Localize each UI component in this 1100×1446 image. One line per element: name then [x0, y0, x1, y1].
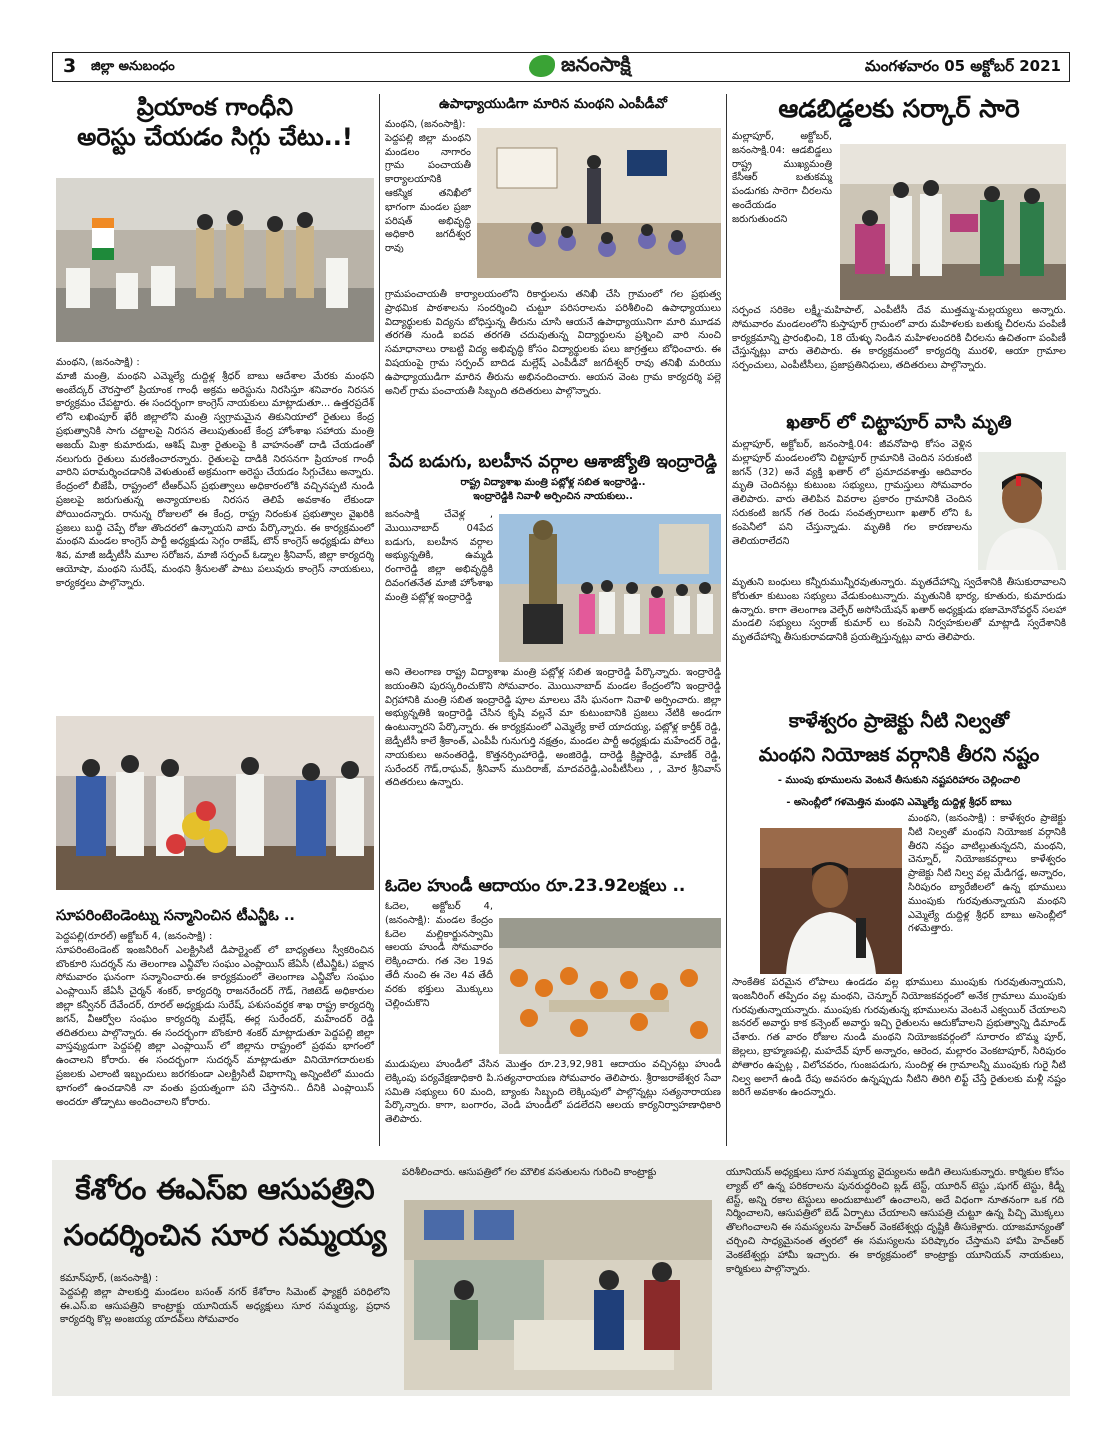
- article-saree-body: సర్పంచ సరికెల లక్ష్మీ-మహిపాల్, ఎంపీటీసీ దేవ ముత్తమ్మ-మల్లయ్యలు అన్నారు. సోమవారం మండలంలోని కుస్తాపూర్ గ్రామంలో వారు మహిళలకు బతుక్మ చీరలను పంపిణీ కార్యక్రమాన్ని ప్రారంభించి, 18 యేళ్ళు నిండిన మహిళలందరికి చీరలను ఉచితంగా పంపిణీ చేస్తున్నట్లు వారు తెలిపారు. ఈ కార్యక్రమంలో కార్యదర్శి మురళి, ఆయా గ్రామాల సర్పంచులు, ఎంపీటీసీలు, ప్రజాప్రతినిధులు, తదితరులు పాల్గొన్నారు.: [732, 305, 1066, 372]
- photo-saree-distribution: [840, 144, 1066, 300]
- subheadline: ఇంద్రారెడ్డికి నివాళీ అర్పించిన నాయకులు..: [473, 491, 633, 502]
- photo-statue: [499, 514, 721, 662]
- section-title: జిల్లా అనుబంధం: [91, 59, 175, 74]
- dateline: మంథని, (జనంసాక్షి):: [385, 119, 466, 130]
- article-priyanka: [56, 356, 374, 591]
- column-divider: [726, 94, 727, 1146]
- headline-superintendent: సూపరింటెండెంట్ను సన్మానించిన టీఎన్జీఓ ..: [56, 908, 295, 924]
- leaf-logo-icon: [529, 55, 555, 77]
- headline-priyanka: [56, 92, 374, 152]
- article-body: పెద్దపల్లి జిల్లా పాలకుర్తి మండలం బసంత్ నగర్ కేశోరాం సిమెంట్ ఫ్యాక్టరీ పరిధిలోని ఈ.ఎస్.ఐ ఆసుపత్రిని కాంట్రాక్టు యూనియన్ అధ్యక్షులు సూర సమ్మయ్య, ప్రధాన కార్యదర్శి కొల్ల అంజయ్య యాదవ్‌లు సోమవారం: [60, 1286, 390, 1326]
- issue-date: మంగళవారం 05 అక్టోబర్ 2021: [864, 57, 1061, 75]
- headline-odela: ఓదెల హుండీ ఆదాయం రూ.23.92లక్షలు ..: [385, 876, 686, 896]
- article-intro: పెద్దపల్లి జిల్లా మంథని మండలం నాగారం గ్రామ పంచాయతీ కార్యాలయానికి ఆకస్మిక తనిఖీలో భాగంగా మండల ప్రజా పరిషత్ అభివృద్ధి అధికారి జగదీశ్వర రావు: [385, 132, 471, 255]
- subheadline: - ముంపు భూములను వెంటనే తీసుకుని నష్టపరిహారం చెల్లించాలి: [777, 775, 1021, 786]
- article-superintendent: [56, 930, 374, 1109]
- article-qatar-body: మృతుని బంధులు కన్నీరుమున్నీరవుతున్నారు. మృతదేహాన్ని స్వదేశానికి తీసుకురావాలని కోరుతూ కుటుంబ సభ్యులు వేడుకుంటున్నారు. మృతునికి భార్య, కూతురు, కుమారుడు ఉన్నారు. కాగా తెలంగాణ వెల్ఫేర్ అసోసియేషన్ ఖతార్ అధ్యక్షుడు భజామోనోవర్థన్ సలహా మండలి సభ్యులు స్వరాజ్ కుమార్ లు కంపెనీ నిర్వహకులతో మాట్లాడి స్వదేశానికి మృతదేహాన్ని తీసుకురావడానికి ప్రయత్నిస్తున్నట్లు వారు తెలిపారు.: [732, 577, 1066, 644]
- headline-line: సందర్శించిన సూర సమ్మయ్య: [63, 1218, 387, 1252]
- masthead-name: జనంసాక్షి: [561, 51, 631, 76]
- article-saree-intro: మల్లాపూర్, అక్టోబర్, జనంసాక్షి.04: ఆడబిడ్డలు రాష్ట్ర ముఖ్యమంత్రి కేసీఆర్ బతుకమ్మ పండుగకు సారెగా చీరలను అందేయడం జరుగుతుందని: [732, 131, 832, 225]
- photo-felicitation: [56, 716, 374, 890]
- article-esi-mid: పరిశీలించారు. ఆసుపత్రిలో గల మౌలిక వసతులను గురించి కాంట్రాక్టు: [402, 1167, 657, 1178]
- headline-indrareddy: పేద బడుగు, బలహీన వర్గాల ఆశాజ్యోతి ఇంద్రారెడ్డి: [389, 452, 717, 472]
- article-odela-body: ముడుపులు హుండీలో వేసిన మొత్తం రూ.23,92,981 ఆదాయం వచ్చినట్లు హుండీ లెక్కింపు పర్యవేక్షణాధికారి పి.సత్యనారాయణ సోమవారం తెలిపారు. శ్రీరాజరాజేశ్వర సేవా సమితి సభ్యులు 60 మంది, బ్యాంకు సిబ్బంది లెక్కింపులో పాల్గొన్నట్లు సత్యనారాయణ పేర్కొన్నారు. కాగా, బంగారం, వెండి హుండీలో పడలేదని ఆలయ కార్యనిర్వాహణాధికారి తెలిపారు.: [385, 1059, 721, 1126]
- column-divider: [379, 94, 380, 1146]
- headline-line: ప్రియాంక గాంధీని: [136, 93, 294, 121]
- article-mpdo-intro: [385, 118, 471, 256]
- photo-mla-assembly: [760, 828, 902, 974]
- page-header: [52, 52, 1070, 82]
- dateline: మంథని, (జనంసాక్షి) :: [56, 357, 140, 368]
- bottom-feature-box: [52, 1160, 1070, 1396]
- article-esi-right: యూనియన్ అధ్యక్షులు సూర సమ్మయ్య వైద్యులను అడిగి తెలుసుకున్నారు. కార్మికుల కోసం ల్యాబ్ లో ఉన్న పరికరాలను పునరుద్ధరించి బ్లడ్ టెస్ట్, యూరిన్ టెస్టు ,షుగర్ టెస్టు, కిడ్నీ టెస్ట్, అన్ని రకాల టెస్టులు అందుబాటులో ఉంచాలని, అదే విధంగా నూతనంగా ఒక గది నిర్మించాలని, ఆసుపత్రిలో బెడ్ ఏర్పాటు చేయాలని ఆసుపత్రి చుట్టూ ఉన్న పిచ్చి మొక్కలు తొలగించాలని ఈ సమస్యలను హెచ్ఆర్ వెంకటేశ్వర్లు దృష్టికి తీసుకెళ్లారు. యాజమాన్యంతో చర్చించి సాధ్యమైనంత త్వరలో ఈ సమస్యలను పరిష్కారం చేస్తామని హామీ హెచ్ఆర్ వెంకటేశ్వర్లు హామీ ఇచ్చారు. ఈ కార్యక్రమంలో కాంట్రాక్టు యూనియన్ నాయకులు, కార్మికులు పాల్గొన్నారు.: [726, 1167, 1064, 1275]
- article-kaleshwaram-intro: మంథని, (జనంసాక్షి) : కాళేశ్వరం ప్రాజెక్టు నీటి నిల్వతో మంథని నియోజక వర్గానికి తీరని నష్టం వాటిల్లుతున్నదని, మంథని, చెన్నూర్, నియోజకవర్గాలు కాళేశ్వరం ప్రాజెక్టు నీటి నిల్వ వల్ల మేడిగడ్డ, అన్నారం, సిరిపురం బ్యారేజీలలో ఉన్న భూములు ముంపుకు గురవుతున్నాయని మంథని ఎమ్మెల్యే దుద్దిళ్ల శ్రీధర్ బాబు అసెంబ్లీలో గళమెత్తారు.: [908, 813, 1066, 935]
- dateline: కమాన్‌పూర్, (జనంసాక్షి) :: [60, 1273, 159, 1284]
- subheadline: - అసెంబ్లీలో గళమెత్తిన మంథని ఎమ్మెల్యే దుద్దిళ్ల శ్రీధర్ బాబు: [786, 797, 1012, 808]
- article-mpdo-body: గ్రామపంచాయతీ కార్యాలయంలోని రికార్డులను తనిఖీ చేసి గ్రామంలో గల ప్రభుత్వ ప్రాథమిక పాఠశాలను సందర్శించి చుట్టూ పరిసరాలను పరిశీలించి ఉపాధ్యాయులు విద్యార్థులకు విద్యను బోధిస్తున్న తీరును చూసి ఆయనే ఉపాధ్యాయునిగా మారి మూడవ తరగతి నుండి ఐదవ తరగతి చదువుతున్న విద్యార్థులను ప్రశ్నించి వారి నుంచి సమాధానాలు రాబట్టి విద్య అభివృద్ధి కోసం విద్యార్థులకు పలు జాగ్రత్తలు బోధించారు. ఈ విషయంపై గ్రామ సర్పంచ్ బాదిడ మల్లేష్ ఎంపీడీవో జగదీశ్వర్ రావు తనిఖీ మరియు ఉపాధ్యాయుడిగా మారిన తీరును అభినందించారు. ఆయన వెంట గ్రామ కార్యదర్శి పల్లె అనిల్ గ్రామ పంచాయతీ సిబ్బంది తదితరులు పాల్గొన్నారు.: [385, 289, 721, 397]
- photo-protest: [56, 178, 374, 342]
- headline-mpdo: ఉపాధ్యాయుడిగా మారిన మంథని ఎంపీడీవో: [439, 96, 667, 112]
- photo-classroom: [477, 128, 721, 278]
- headline-kaleshwaram-1: కాళేశ్వరం ప్రాజెక్టు నీటి నిల్వతో: [788, 710, 1010, 732]
- article-body: సూపరింటెండెంట్ ఇంజనీరింగ్ ఎలక్ట్రిసిటీ డిపార్ట్మెంట్ లో బాధ్యతలు స్వీకరించిన బొంకూరి సుదర్శన్ ను తెలంగాణ ఎన్జీవోల సంఘం ఎంప్లాయిస్ జేఏసీ (టీఎన్జీఓ) పక్షాన సోమవారం ఘనంగా సన్మానించారు.ఈ కార్యక్రమంలో తెలంగాణ ఎన్జీవోల సంఘం ఎంప్లాయిస్ జేఏసీ చైర్మన్ శంకర్, కార్యదర్శి రాజనరేందర్ గౌడ్, గెజిటెడ్ అధికారుల జిల్లా కన్వీనర్ దేవేందర్, రూరల్ అధ్యక్షుడు సురేష్, పశుసంవర్ధక శాఖ రాష్ట్ర కార్యదర్శి జగన్, వీఆర్వోల సంఘం కార్యదర్శి మల్లేష్, ఈర్ల సురేందర్, మహేందర్ రెడ్డి తదితరులు పాల్గొన్నారు. ఈ సందర్భంగా బొంకూరి శంకర్ మాట్లాడుతూ పెద్దపల్లి జిల్లా వాస్తవ్యుడుగా పెద్దపల్లి జిల్లా ఎంప్లాయిస్ లో జిల్లాను రాష్ట్రంలో ప్రథమ భాగంలో ఉంచాలని కోరారు. ఈ సందర్భంగా సుదర్శన్ మాట్లాడుతూ వినియోగదారులకు ప్రజలకు ఎలాంటి ఇబ్బందులు జరగకుండా ఎలక్ట్రిసిటీ విభాగాన్ని అన్నింటిలో ముందు భాగంలో ఉంచడానికి నా వంతు ప్రయత్నంగా పని చేస్తానని.. దీనికి ఎంప్లాయిస్ అందరూ తోడ్పాటు అందించాలని కోరారు.: [56, 944, 374, 1108]
- headline-line: కేశోరం ఈఎస్ఐ ఆసుపత్రిని: [75, 1172, 375, 1206]
- photo-hundi-counting: [499, 918, 721, 1054]
- article-body: మాజీ మంత్రి, మంథని ఎమ్మెల్యే దుద్దిళ్ల శ్రీధర్ బాబు ఆదేశాల మేరకు మంథని అంబేద్కర్ చౌరస్తాలో ప్రియాంక గాంధీ అక్రమ అరెస్టును నిరసిస్తూ శనివారం నిరసన కార్యక్రమం చేపట్టారు. ఈ సందర్భంగా కాంగ్రెస్ నాయకులు మాట్లాడుతూ... ఉత్తరప్రదేశ్ లోని లఖింపూర్ ఖేరీ జిల్లాలోని మంత్రి స్వగ్రామమైన తికునియాలో రైతులు కేంద్ర ప్రభుత్వానికి సాగు చట్టాలపై నిరసన తెలుపుతుంటే కేంద్ర హోంశాఖ సహాయ మంత్రి అజయ్ మిశ్రా కుమారుడు, ఆశిష్ మిశ్రా రైతులపై కి వాహనంతో దాడి చేయడంతో నలుగురు రైతులు మరణించారన్నారు. రైతులపై దాడికి నిరసనగా ప్రియాంక గాంధీ వారిని పరామర్శించడానికి వెళుతుంటే అక్రమంగా అరెస్టు చేయడం సిగ్గుచేటు అన్నారు. కేంద్రంలో బీజేపీ, రాష్ట్రంలో టీఆర్ఎస్ ప్రభుత్వాలు అధికారంలోకి వచ్చినప్పటి నుండి ప్రజలపై జరుగుతున్న అన్యాయాలకు నిరసన తెలిపే అవకాశం లేకుండా పోయిందన్నారు. రానున్న రోజులలో ఈ కేంద్ర, రాష్ట్ర నిరంకుశ ప్రభుత్వాల వైఖరికి ప్రజలు బుద్ధి చెప్పే రోజు తొందరలో ఉన్నాయని వారు పేర్కొన్నారు. ఈ కార్యక్రమంలో మంథని మండల కాంగ్రెస్ పార్టీ అధ్యక్షుడు సెగ్గం రాజేష్, టౌన్ కాంగ్రెస్ అధ్యక్షుడు పోలు శివ, మాజీ జడ్పీటీసీ మూల సరోజన, మాజీ సర్పంచ్ ఓడ్నాల శ్రీనివాస్, జిల్లా కార్యదర్శి ఆయోషా, మంథని సురేష్, మంథని శ్రీనులతో పాటు పలువురు కాంగ్రెస్ నాయకులు, కార్యకర్తలు పాల్గొన్నారు.: [56, 370, 374, 589]
- article-indrareddy-body: అని తెలంగాణ రాష్ట్ర విద్యాశాఖ మంత్రి పట్లోళ్ల సబిత ఇంద్రారెడ్డి పేర్కొన్నారు. ఇంద్రారెడ్డి జయంతిని పురస్కరించుకొని సోమవారం. మొయినాబాద్ మండల కేంద్రంలోని ఇంద్రారెడ్డి విగ్రహానికి మంత్రి సబిత ఇంద్రారెడ్డి పూల మాలలు వేసి ఘనంగా నివాళి అర్పించారు. జిల్లా అభ్యున్నతికి ఇంద్రారెడ్డి చేసిన కృషి వల్లనే మా కుటుంబానికి ప్రజలు నేటికి అండగా ఉంటున్నారని పేర్కొన్నారు. ఈ కార్యక్రమంలో ఎమ్మెల్యే కాలే యాదయ్య, పట్లోళ్ల కార్తీక్ రెడ్డి, జెడ్పీటీసీ కాలే శ్రీకాంత్, ఎంపీపీ గునుగుర్తి నక్షత్రం, మండల పార్టీ అధ్యక్షుడు మహేందర్ రెడ్డి, నాయకులు అనంతరెడ్డి, కొత్తనర్సింహారెడ్డి, అంజిరెడ్డి, దారెడ్డి క్రిష్ణారెడ్డి, మాణిక్ రెడ్డి, సురేందర్ గౌడ్,రాఘవ్, శ్రీనివాస్ ముదిరాజ్, మాదవరెడ్డి,ఎంపీటీసీలు , , మోర శ్రీనివాస్ తదితరులు ఉన్నారు.: [385, 667, 721, 789]
- dateline: పెద్దపల్లి(రూరల్) అక్టోబర్ 4, (జనంసాక్షి) :: [56, 931, 213, 942]
- headline-kaleshwaram-2: మంథని నియోజక వర్గానికి తీరని నష్టం: [758, 744, 1040, 766]
- article-esi-left: [60, 1272, 390, 1327]
- article-qatar-intro: మల్లాపూర్, అక్టోబర్, జనంసాక్షి.04: జీవనోపాధి కోసం వెళ్లిన మల్లాపూర్ మండలంలోని చిట్టాపూర్ గ్రామానికి చెందిన సరుకంటి జగన్ (32) అనే వ్యక్తి ఖతార్ లో ప్రమాదవశాత్తు ఆదివారం మృతి చెందినట్లు కుటుంబ సభ్యులు, గ్రామస్తులు సోమవారం తెలిపారు. వారు తెలిపిన వివరాల ప్రకారం గ్రామానికి చెందిన సరుకంటి జగన్ గత రెండు సంవత్సరాలుగా ఖతార్ లోని ఓ కంపెనీలో పని చేస్తున్నాడు. మృతికి గల కారణాలను తెలియరాలేదని: [732, 439, 972, 547]
- article-odela-intro: ఓదెల, అక్టోబర్ 4, (జనంసాక్షి): మండల కేంద్రం ఓదెల మల్లికార్జునస్వామి ఆలయ హుండీ సోమవారం లెక్కించారు. గత నెల 19వ తేదీ నుంచి ఈ నెల 4వ తేదీ వరకు భక్తులు మొక్కులు చెల్లించుకొని: [385, 901, 493, 1009]
- article-kaleshwaram-body: సాంకేతిక పరమైన లోపాలు ఉండడం వల్ల భూములు ముంపుకు గురవుతున్నాయని, ఇంజనీరింగ్ తప్పిదం వల్ల మంథని, చెన్నూర్ నియోజకవర్గంలో అనేక గ్రామాలు ముంపుకు గురవుతున్నాయన్నారు. ముంపుకు గురవుతున్న భూములను వెంటనే ఎక్వయిర్ చేయాలని జనరల్ అవార్డు కాక కన్సెంట్ అవార్డు ఇచ్చి రైతులను ఆదుకోవాలని ప్రభుత్వాన్ని డిమాండ్ చేశారు. గత వారం రోజుల నుండి మంథని నియోజకవర్గంలో సూరారం బొమ్మ పూర్, జెల్లలు, బ్రాహ్మణపల్లి, మహదేవ్ పూర్ అన్నారం, ఆరెంద, మల్లారం వెంకటాపూర్, సిరిపురం పోతారం ఉప్పట్ల , విలోచవరం, గుంజపడుగు, సుందిళ్ల ఈ గ్రామాలన్నీ ముంపుకు గురై నీటి నిల్వ అలాగే ఉండి రేపు అవసరం ఉన్నప్పుడు నీటిని తిరిగి లిఫ్ట్ చేస్తే రైతులకు మళ్లీ నష్టం జరిగే అవకాశం ఉందన్నారు.: [732, 977, 1066, 1099]
- headline-qatar: ఖతార్ లో చిట్టాపూర్ వాసి మృతి: [786, 412, 1012, 433]
- page-number: 3: [63, 55, 77, 77]
- photo-hospital-visit: [404, 1200, 712, 1390]
- headline-line: అరెస్టు చేయడం సిగ్గు చేటు..!: [77, 123, 353, 151]
- article-indrareddy-intro: జనంసాక్షి చేవెళ్ల , మొయినాబాద్ 04పేద బడుగు, బలహీన వర్గాల అభ్యున్నతికి, ఉమ్మడి రంగారెడ్డి జిల్లా అభివృద్ధికి దివంగతనేత మాజీ హోంశాఖ మంత్రి పట్లోళ్ల ఇంద్రారెడ్డి: [385, 509, 493, 603]
- masthead: [529, 51, 729, 81]
- headline-saree: ఆడబిడ్డలకు సర్కార్ సారె: [778, 94, 1020, 123]
- photo-deceased-portrait: [978, 452, 1066, 570]
- headline-esi-hospital: [60, 1166, 390, 1258]
- subheadline: రాష్ట్ర విద్యాశాఖ మంత్రి పట్లోళ్ల సబిత ఇంద్రారెడ్డి..: [460, 477, 646, 488]
